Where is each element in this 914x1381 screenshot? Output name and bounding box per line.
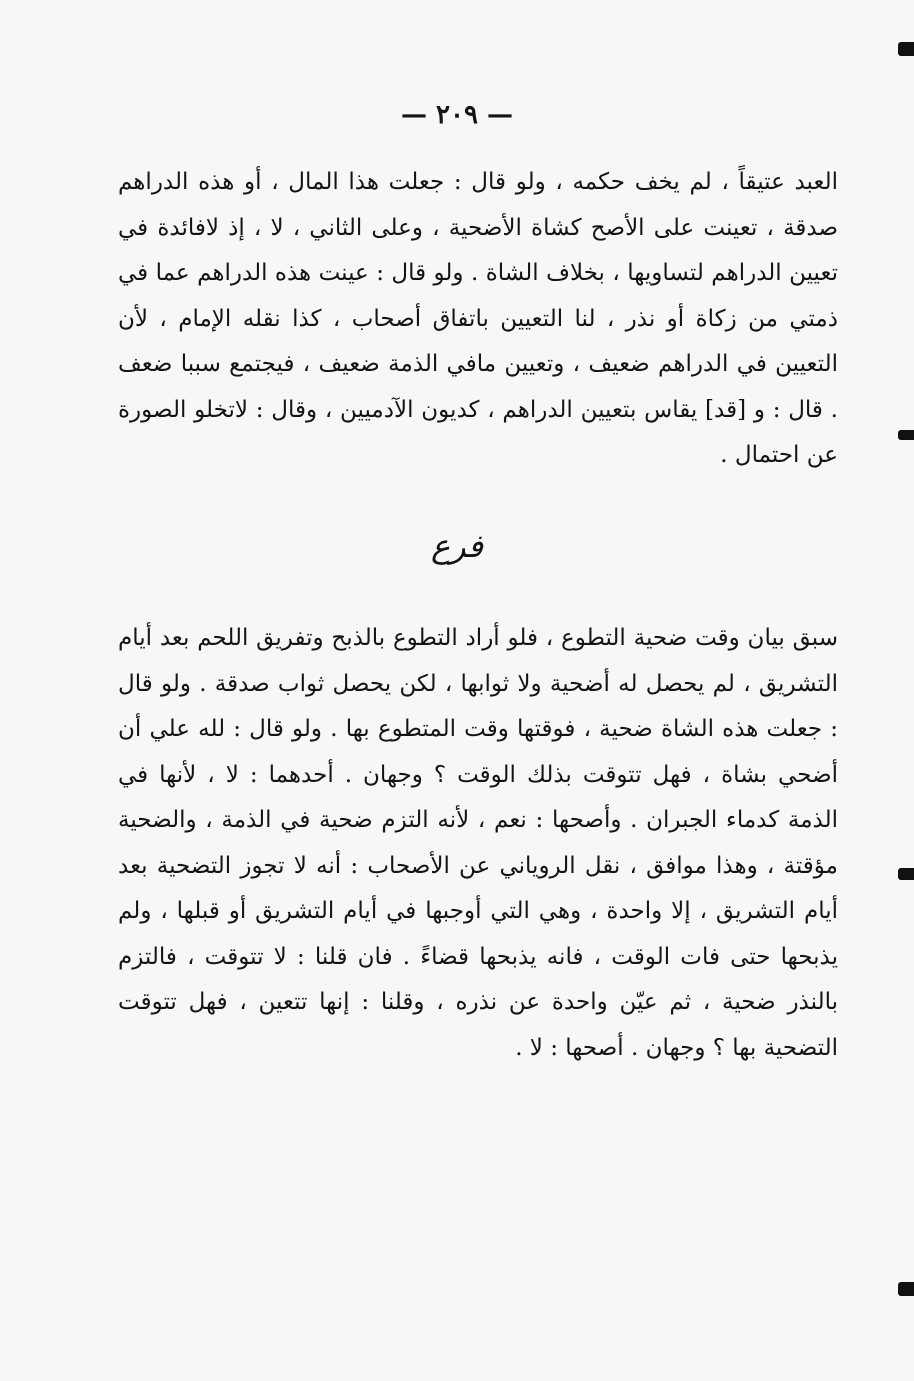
section-heading: فرع bbox=[430, 527, 484, 565]
paragraph-section: سبق بيان وقت ضحية التطوع ، فلو أراد التطوع بالذبح وتفريق اللحم بعد أيام التشريق ، لم يحصل له أضحية ولا ثوابها ، لكن يحصل ثواب صدقة . ولو قال : جعلت هذه الشاة ضحية ، فوقتها وقت المتطوع بها . ولو قال : لله علي أن أضحي بشاة ، فهل تتوقت بذلك الوقت ؟ وجهان . أحدهما : لا ، لأنها في الذمة كدماء الجبران . وأصحها : نعم ، لأنه التزم ضحية في الذمة ، والضحية مؤقتة ، وهذا موافق ، نقل الروياني عن الأصحاب : أنه لا تجوز التضحية بعد أيام التشريق ، إلا واحدة ، وهي التي أوجبها في أيام التشريق أو قبلها ، ولم يذبحها حتى فات الوقت ، فانه يذبحها قضاءً . فان قلنا : لا تتوقت ، فالتزم بالنذر ضحية ، ثم عيّن واحدة عن نذره ، وقلنا : إنها تتعين ، فهل تتوقت التضحية بها ؟ وجهان . أصحها : لا . bbox=[118, 625, 838, 1061]
margin-mark bbox=[898, 430, 914, 440]
page-number: — ٢٠٩ — bbox=[400, 100, 514, 130]
margin-mark bbox=[898, 1282, 914, 1296]
margin-mark bbox=[898, 868, 914, 880]
paragraph-continued: العبد عتيقاً ، لم يخف حكمه ، ولو قال : جعلت هذا المال ، أو هذه الدراهم صدقة ، تعينت على الأصح كشاة الأضحية ، وعلى الثاني ، لا ، إذ لافائدة في تعيين الدراهم لتساويها ، بخلاف الشاة . ولو قال : عينت هذه الدراهم عما في ذمتي من زكاة أو نذر ، لنا التعيين باتفاق أصحاب ، كذا نقله الإمام ، لأن التعيين في الدراهم ضعيف ، وتعيين مافي الذمة ضعيف ، فيجتمع سببا ضعف . قال : و [قد] يقاس بتعيين الدراهم ، كديون الآدميين ، وقال : لاتخلو الصورة عن احتمال . bbox=[118, 169, 838, 468]
margin-mark bbox=[898, 42, 914, 56]
